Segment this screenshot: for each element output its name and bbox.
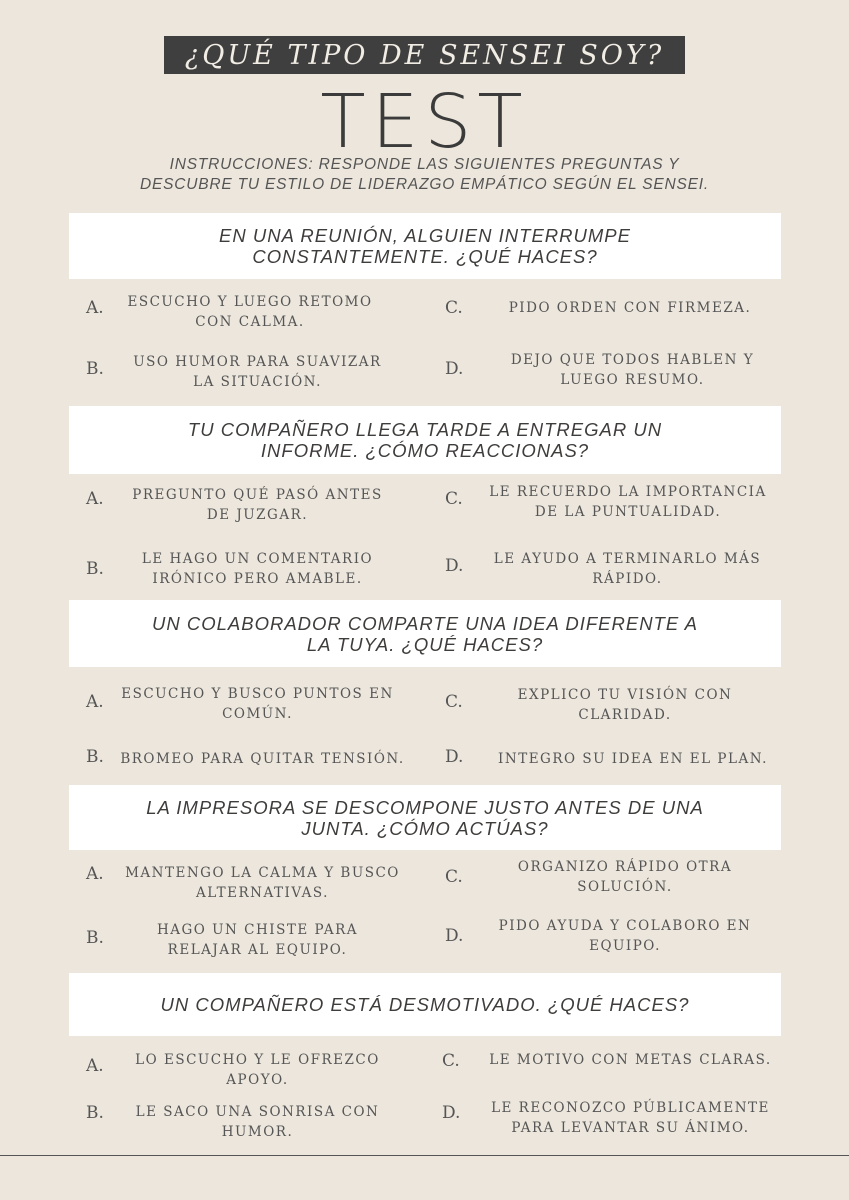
option-text-line-1: HAGO UN CHISTE PARA [157, 922, 358, 938]
option-text-line-2: HUMOR. [221, 1124, 294, 1140]
question-5-line-1: UN COMPAÑERO ESTÁ DESMOTIVADO. ¿QUÉ HACES? [160, 994, 690, 1015]
option-text-line-1: LO ESCUCHO Y LE OFREZCO [135, 1052, 380, 1068]
option-letter: B. [86, 1103, 104, 1123]
question-3 [69, 600, 781, 667]
option-text-line-1: EXPLICO TU VISIÓN CON [517, 687, 733, 703]
option-text-line-1: LE RECONOZCO PÚBLICAMENTE [491, 1100, 770, 1116]
option-letter: D. [445, 926, 464, 946]
option-text-line-2: RÁPIDO. [592, 571, 663, 587]
option-letter: C. [445, 489, 463, 509]
option-text-line-1: PIDO ORDEN CON FIRMEZA. [508, 300, 752, 316]
option-text-line-1: ESCUCHO Y BUSCO PUNTOS EN [121, 686, 394, 702]
option-text-line-1: DEJO QUE TODOS HABLEN Y [510, 352, 755, 368]
option-text-line-1: LE RECUERDO LA IMPORTANCIA [489, 484, 767, 500]
option-text-line-1: INTEGRO SU IDEA EN EL PLAN. [498, 751, 768, 767]
question-4-line-2: JUNTA. ¿CÓMO ACTÚAS? [301, 817, 549, 839]
option-text-line-1: LE MOTIVO CON METAS CLARAS. [489, 1052, 772, 1068]
question-3-line-2: LA TUYA. ¿QUÉ HACES? [306, 633, 544, 655]
question-1-line-2: CONSTANTEMENTE. ¿QUÉ HACES? [252, 246, 598, 267]
header-banner [164, 36, 685, 74]
option-text-line-1: LE HAGO UN COMENTARIO [141, 551, 374, 567]
option-text-line-2: CON CALMA. [195, 314, 305, 330]
question-1-line-1: EN UNA REUNIÓN, ALGUIEN INTERRUMPE [219, 225, 631, 246]
option-letter: C. [442, 1051, 460, 1071]
option-text-line-2: CLARIDAD. [578, 707, 672, 723]
option-text-line-2: IRÓNICO PERO AMABLE. [152, 571, 363, 587]
option-text-line-2: EQUIPO. [589, 938, 661, 954]
banner-title: ¿QUÉ TIPO DE SENSEI SOY? [184, 39, 665, 71]
option-letter: D. [445, 359, 464, 379]
option-text-line-2: DE JUZGAR. [206, 507, 309, 523]
option-letter: D. [442, 1103, 461, 1123]
option-letter: A. [86, 489, 104, 509]
option-text-line-1: PREGUNTO QUÉ PASÓ ANTES [132, 487, 383, 503]
option-letter: A. [86, 298, 104, 318]
option-letter: D. [445, 556, 464, 576]
question-4 [69, 785, 781, 850]
option-letter: D. [445, 747, 464, 767]
option-text-line-2: PARA LEVANTAR SU ÁNIMO. [511, 1120, 750, 1136]
question-1 [69, 213, 781, 279]
option-text-line-1: USO HUMOR PARA SUAVIZAR [133, 354, 382, 370]
page-title: TEST [320, 79, 529, 165]
option-text-line-1: BROMEO PARA QUITAR TENSIÓN. [120, 751, 405, 767]
option-text-line-1: MANTENGO LA CALMA Y BUSCO [125, 865, 400, 881]
instructions [0, 155, 849, 195]
option-letter: B. [86, 747, 104, 767]
option-letter: A. [86, 864, 104, 884]
option-text-line-1: ESCUCHO Y LUEGO RETOMO [127, 294, 373, 310]
option-text-line-1: LE SACO UNA SONRISA CON [135, 1104, 380, 1120]
option-letter: A. [86, 692, 104, 712]
option-text-line-2: LA SITUACIÓN. [193, 374, 322, 390]
option-letter: A. [86, 1056, 104, 1076]
question-3-line-1: UN COLABORADOR COMPARTE UNA IDEA DIFERENTE A [152, 612, 698, 634]
bottom-divider [0, 1155, 849, 1156]
question-2 [69, 406, 781, 474]
option-text-line-2: ALTERNATIVAS. [196, 885, 329, 901]
option-text-line-2: DE LA PUNTUALIDAD. [534, 504, 722, 520]
option-text-line-2: APOYO. [226, 1072, 289, 1088]
option-letter: B. [86, 359, 104, 379]
question-4-line-1: LA IMPRESORA SE DESCOMPONE JUSTO ANTES DE UNA [146, 796, 704, 818]
option-text-line-1: ORGANIZO RÁPIDO OTRA [517, 859, 733, 875]
option-text-line-1: LE AYUDO A TERMINARLO MÁS [493, 551, 762, 567]
question-2-line-2: INFORME. ¿CÓMO REACCIONAS? [260, 440, 590, 461]
option-text-line-2: COMÚN. [222, 706, 293, 722]
option-letter: C. [445, 692, 463, 712]
option-letter: B. [86, 559, 104, 579]
option-letter: B. [86, 928, 104, 948]
option-text-line-1: PIDO AYUDA Y COLABORO EN [498, 918, 752, 934]
instructions-line-2: DESCUBRE TU ESTILO DE LIDERAZGO EMPÁTICO SEGÚN EL SENSEI. [140, 176, 709, 193]
question-5 [69, 973, 781, 1036]
option-letter: C. [445, 867, 463, 887]
instructions-line-1: INSTRUCCIONES: RESPONDE LAS SIGUIENTES PREGUNTAS Y [169, 156, 680, 173]
option-text-line-2: SOLUCIÓN. [577, 879, 673, 895]
question-2-line-1: TU COMPAÑERO LLEGA TARDE A ENTREGAR UN [187, 419, 663, 440]
option-text-line-2: LUEGO RESUMO. [560, 372, 705, 388]
option-text-line-2: RELAJAR AL EQUIPO. [167, 942, 348, 958]
option-letter: C. [445, 298, 463, 318]
